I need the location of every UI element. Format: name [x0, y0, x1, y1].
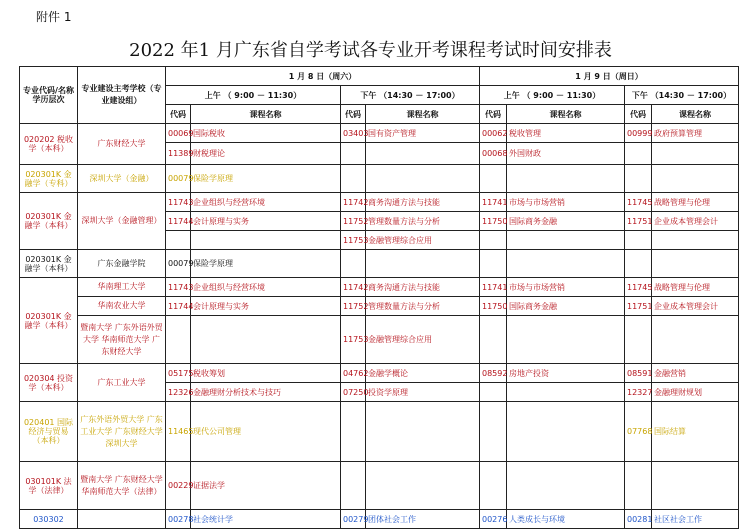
school-cell: 广东金融学院 [78, 250, 166, 278]
course-code: 11751 [625, 297, 652, 316]
course-name: 保险学原理 [191, 165, 341, 193]
course-code [480, 250, 507, 278]
course-name: 商务沟通方法与技能 [366, 193, 480, 212]
course-code [625, 316, 652, 364]
table-row [20, 278, 739, 297]
course-code: 00278 [166, 510, 191, 529]
course-name: 企业组织与经营环境 [191, 278, 341, 297]
page-title: 2022 年1 月广东省自学考试各专业开考课程考试时间安排表 [129, 40, 612, 61]
course-code: 11752 [341, 297, 366, 316]
course-name: 管理数量方法与分析 [366, 212, 480, 231]
school-cell: 深圳大学（金融管理） [78, 193, 166, 250]
course-name [507, 383, 625, 402]
course-name: 外国财政 [507, 143, 625, 165]
course-code: 04762 [341, 364, 366, 383]
major-cell: 020304 投资学（本科） [20, 364, 78, 402]
course-code: 11753 [341, 316, 366, 364]
major-cell: 020301K 金融学（专科） [20, 165, 78, 193]
course-code: 11751 [625, 212, 652, 231]
course-code: 00079 [166, 165, 191, 193]
course-code: 05175 [166, 364, 191, 383]
course-code: 03403 [341, 124, 366, 143]
course-code [166, 316, 191, 364]
course-name [191, 231, 341, 250]
header-day2-am: 上午 （ 9:00 － 11:30） [480, 86, 625, 105]
course-name [366, 143, 480, 165]
course-name: 市场与市场营销 [507, 193, 625, 212]
course-code: 12326 [166, 383, 191, 402]
school-cell: 广东工业大学 [78, 364, 166, 402]
course-name: 战略管理与伦理 [652, 278, 739, 297]
course-code: 00079 [166, 250, 191, 278]
course-name [366, 402, 480, 462]
table-row [20, 364, 739, 383]
course-name: 管理数量方法与分析 [366, 297, 480, 316]
course-code: 11750 [480, 212, 507, 231]
course-code [625, 165, 652, 193]
course-name: 商务沟通方法与技能 [366, 278, 480, 297]
course-name [366, 250, 480, 278]
course-code: 00062 [480, 124, 507, 143]
header-school: 专业建设主考学校（专业建设组） [78, 67, 166, 124]
course-code: 00068 [480, 143, 507, 165]
table-row [20, 165, 739, 193]
header-course: 课程名称 [652, 105, 739, 124]
course-code: 07768 [625, 402, 652, 462]
course-name: 金融理财规划 [652, 383, 739, 402]
course-code: 11744 [166, 212, 191, 231]
course-code: 11389 [166, 143, 191, 165]
course-code: 08591 [625, 364, 652, 383]
course-code: 00069 [166, 124, 191, 143]
header-code: 代码 [341, 105, 366, 124]
course-code [341, 462, 366, 510]
course-code: 11745 [625, 278, 652, 297]
course-code: 11742 [341, 278, 366, 297]
header-day1-am: 上午 （ 9:00 － 11:30） [166, 86, 341, 105]
table-row [20, 124, 739, 143]
course-name: 人类成长与环境 [507, 510, 625, 529]
course-code: 11742 [341, 193, 366, 212]
course-name: 社区社会工作 [652, 510, 739, 529]
school-cell: 深圳大学（金融） [78, 165, 166, 193]
course-code [625, 143, 652, 165]
header-code: 代码 [625, 105, 652, 124]
course-code: 11465 [166, 402, 191, 462]
course-code [341, 143, 366, 165]
course-code [480, 165, 507, 193]
major-cell: 020202 税收学（本科） [20, 124, 78, 165]
course-code: 00281 [625, 510, 652, 529]
course-code [341, 250, 366, 278]
course-name [366, 165, 480, 193]
course-code: 00229 [166, 462, 191, 510]
course-name: 企业组织与经营环境 [191, 193, 341, 212]
major-cell: 020301K 金融学（本科） [20, 278, 78, 364]
header-day1: 1 月 8 日（周六） [166, 67, 480, 86]
course-name: 金融管理综合应用 [366, 316, 480, 364]
course-code [480, 316, 507, 364]
course-code [480, 383, 507, 402]
course-code: 00276 [480, 510, 507, 529]
course-name: 金融理财分析技术与技巧 [191, 383, 341, 402]
course-code [480, 462, 507, 510]
course-name [191, 316, 341, 364]
header-day2: 1 月 9 日（周日） [480, 67, 739, 86]
course-code [341, 165, 366, 193]
school-cell [78, 510, 166, 529]
course-name: 保险学原理 [191, 250, 341, 278]
major-cell: 020301K 金融学（本科） [20, 250, 78, 278]
table-row [20, 402, 739, 462]
school-cell: 暨南大学 广东财经大学 华南师范大学（法律） [78, 462, 166, 510]
course-code: 07250 [341, 383, 366, 402]
course-name: 税收筹划 [191, 364, 341, 383]
course-code [625, 462, 652, 510]
course-code: 11743 [166, 278, 191, 297]
attachment-label: 附件 1 [36, 10, 72, 24]
course-name [652, 165, 739, 193]
course-name [507, 250, 625, 278]
course-code [341, 402, 366, 462]
course-code [480, 231, 507, 250]
exam-schedule-table [19, 66, 739, 529]
course-name: 会计原理与实务 [191, 297, 341, 316]
course-name: 会计原理与实务 [191, 212, 341, 231]
course-code: 11753 [341, 231, 366, 250]
course-name [652, 250, 739, 278]
course-code: 11750 [480, 297, 507, 316]
course-name: 金融学概论 [366, 364, 480, 383]
header-course: 课程名称 [366, 105, 480, 124]
course-name: 战略管理与伦理 [652, 193, 739, 212]
course-code: 11745 [625, 193, 652, 212]
course-name: 金融管理综合应用 [366, 231, 480, 250]
course-code: 11744 [166, 297, 191, 316]
table-row [20, 297, 739, 316]
course-name: 税收管理 [507, 124, 625, 143]
course-name [652, 143, 739, 165]
header-course: 课程名称 [191, 105, 341, 124]
course-name: 金融营销 [652, 364, 739, 383]
major-cell: 030302 [20, 510, 78, 529]
course-name [652, 462, 739, 510]
course-code [166, 231, 191, 250]
course-name [507, 402, 625, 462]
school-cell: 广东财经大学 [78, 124, 166, 165]
course-code [625, 231, 652, 250]
header-course: 课程名称 [507, 105, 625, 124]
header-day2-pm: 下午 （14:30 － 17:00） [625, 86, 739, 105]
course-name [507, 462, 625, 510]
course-code: 11743 [166, 193, 191, 212]
course-name: 国际税收 [191, 124, 341, 143]
course-code: 00279 [341, 510, 366, 529]
course-code: 11741 [480, 278, 507, 297]
course-name: 证据法学 [191, 462, 341, 510]
course-name: 市场与市场营销 [507, 278, 625, 297]
header-code: 代码 [480, 105, 507, 124]
course-name: 国际商务金融 [507, 297, 625, 316]
course-name [652, 316, 739, 364]
course-code: 11752 [341, 212, 366, 231]
course-name [652, 231, 739, 250]
course-name: 团体社会工作 [366, 510, 480, 529]
table-row [20, 316, 739, 364]
header-day1-pm: 下午 （14:30 － 17:00） [341, 86, 480, 105]
table-row [20, 250, 739, 278]
school-cell: 华南农业大学 [78, 297, 166, 316]
course-name: 企业成本管理会计 [652, 212, 739, 231]
header-major: 专业代码/名称学历层次 [20, 67, 78, 124]
course-code: 12327 [625, 383, 652, 402]
course-name: 房地产投资 [507, 364, 625, 383]
course-name: 国际商务金融 [507, 212, 625, 231]
header-code: 代码 [166, 105, 191, 124]
school-cell: 暨南大学 广东外语外贸大学 华南师范大学 广东财经大学 [78, 316, 166, 364]
course-name: 国有资产管理 [366, 124, 480, 143]
course-name: 社会统计学 [191, 510, 341, 529]
course-name [507, 165, 625, 193]
course-name: 国际结算 [652, 402, 739, 462]
course-name [507, 316, 625, 364]
course-name [366, 462, 480, 510]
course-name [507, 231, 625, 250]
course-name: 财税理论 [191, 143, 341, 165]
table-row [20, 462, 739, 510]
course-name: 投资学原理 [366, 383, 480, 402]
major-cell: 020301K 金融学（本科） [20, 193, 78, 250]
table-row [20, 193, 739, 212]
school-cell: 广东外语外贸大学 广东工业大学 广东财经大学 深圳大学 [78, 402, 166, 462]
course-code: 11741 [480, 193, 507, 212]
course-code: 08592 [480, 364, 507, 383]
course-name: 现代公司管理 [191, 402, 341, 462]
school-cell: 华南理工大学 [78, 278, 166, 297]
major-cell: 020401 国际经济与贸易（本科） [20, 402, 78, 462]
course-name: 政府预算管理 [652, 124, 739, 143]
course-code [625, 250, 652, 278]
table-row [20, 510, 739, 529]
course-name: 企业成本管理会计 [652, 297, 739, 316]
major-cell: 030101K 法学（法律） [20, 462, 78, 510]
course-code: 00999 [625, 124, 652, 143]
course-code [480, 402, 507, 462]
